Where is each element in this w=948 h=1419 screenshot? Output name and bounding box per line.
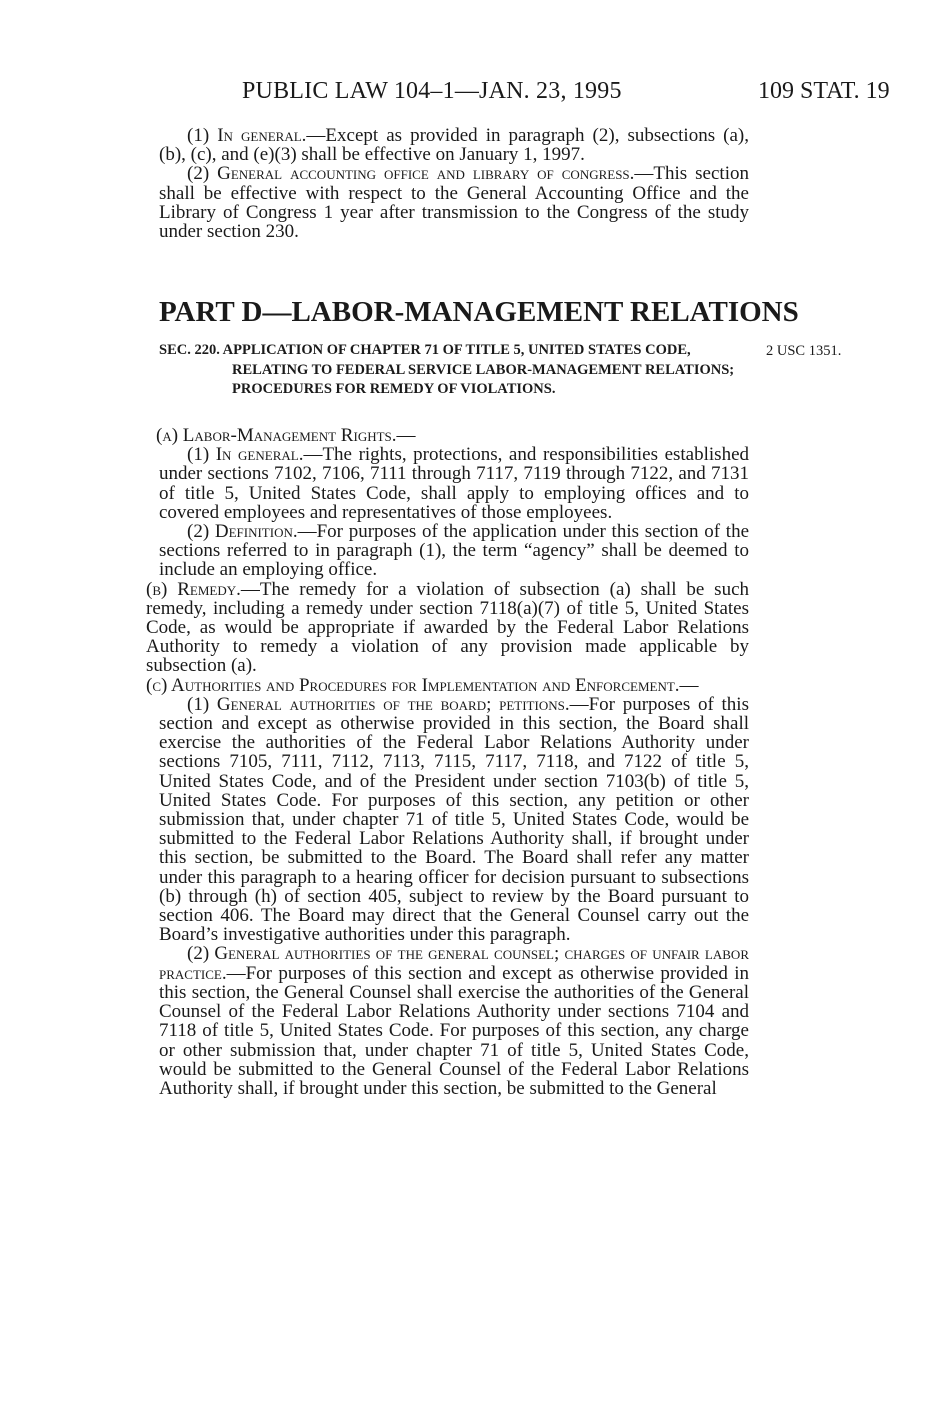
paragraph-a1-heading: (1) In general. bbox=[187, 444, 304, 466]
intro-paragraph-1-text: —Except as provided in paragraph (2), subsections (a), (b), (c), and (e)(3) shall be effective on January 1, 1997. bbox=[159, 125, 750, 166]
subsection-c-heading-text: (c) Authorities and Procedures for Implementation and Enforcement.— bbox=[146, 674, 699, 696]
subsection-a-heading-text: (a) Labor-Management Rights.— bbox=[156, 425, 416, 446]
paragraph-a2-text: —For purposes of the application under this section of the sections referred to in paragraph (1), the term “agency” shall be deemed to include an employing office. bbox=[159, 521, 750, 581]
paragraph-a1 bbox=[159, 445, 749, 522]
intro-paragraph-2-heading: (2) General accounting office and library of congress. bbox=[187, 163, 635, 185]
margin-citation: 2 USC 1351. bbox=[766, 343, 842, 359]
page-number: 109 STAT. 19 bbox=[758, 78, 890, 104]
subsection-b bbox=[146, 580, 749, 676]
subsection-a-heading bbox=[156, 426, 749, 445]
section-heading-text: SEC. 220. APPLICATION OF CHAPTER 71 OF TITLE 5, UNITED STATES CODE, RELATING TO FEDERAL SERVICE LABOR-MANAGEMENT RELATIONS; PROCEDURES FOR REMEDY OF VIOLATIONS. bbox=[159, 342, 735, 397]
paragraph-c1-text: —For purposes of this section and except as otherwise provided in this section, the Board shall exercise the authorities of the Federal Labor Relations Authority under sections 7105, 7111, 7112, 7113, 7115, 7117, 7118, and 7122 of title 5, United States Code, and of the President under section 7103(b) of title 5, United States Code. For purposes of this section, any petition or other submission that, under chapter 71 of title 5, United States Code, would be submitted to the Federal Labor Relations Authority shall, if brought under this section, be submitted to the Board. The Board shall refer any matter under this paragraph to a hearing officer for decision pursuant to subsections (b) through (h) of section 405, subject to review by the Board pursuant to section 406. The Board may direct that the General Counsel carry out the Board’s investigative authorities under this paragraph. bbox=[159, 693, 749, 946]
subsection-b-text: —The remedy for a violation of subsection (a) shall be such remedy, including a remedy under section 7118(a)(7) of title 5, United States Code, as would be appropriate if awarded by the Federal Labor Relations Authority to remedy a violation of any provision made applicable by subsection (a). bbox=[146, 578, 749, 677]
paragraph-c2 bbox=[159, 944, 749, 1098]
paragraph-a2-heading: (2) Definition. bbox=[187, 521, 298, 543]
paragraph-a2 bbox=[159, 522, 749, 580]
section-heading bbox=[159, 341, 750, 400]
paragraph-a1-text: —The rights, protections, and responsibilities established under sections 7102, 7106, 7111 through 7117, 7119 through 7122, and 7131 of title 5, United States Code, shall apply to employing offices and to covered employees and representatives of those employees. bbox=[159, 444, 750, 523]
intro-paragraph-2-text: —This section shall be effective with respect to the General Accounting Office and the Library of Congress 1 year after transmission to the Congress of the study under section 230. bbox=[159, 163, 749, 243]
section-body bbox=[146, 425, 750, 1099]
subsection-c-heading bbox=[146, 676, 749, 695]
paragraph-c1-heading: (1) General authorities of the board; petitions. bbox=[187, 693, 570, 715]
subsection-b-heading: (b) Remedy. bbox=[146, 578, 241, 600]
paragraph-c1 bbox=[159, 695, 749, 945]
intro-paragraph-1-heading: (1) In general. bbox=[187, 125, 307, 146]
intro-block bbox=[159, 126, 749, 241]
intro-paragraph-2 bbox=[159, 164, 749, 241]
paragraph-c2-heading: (2) General authorities of the general counsel; charges of unfair labor practice. bbox=[159, 943, 749, 984]
part-title: PART D—LABOR-MANAGEMENT RELATIONS bbox=[159, 296, 799, 328]
paragraph-c2-text: —For purposes of this section and except as otherwise provided in this section, the General Counsel shall exercise the authorities of the General Counsel of the Federal Labor Relations Authority under sections 7104 and 7118 of title 5, United States Code. For purposes of this section, any charge or other submission that, under chapter 71 of title 5, United States Code, would be submitted to the General Counsel of the Federal Labor Relations Authority shall, if brought under this section, be submitted to the General bbox=[159, 962, 749, 1099]
running-header: PUBLIC LAW 104–1—JAN. 23, 1995 bbox=[242, 78, 622, 104]
intro-paragraph-1 bbox=[159, 126, 749, 164]
